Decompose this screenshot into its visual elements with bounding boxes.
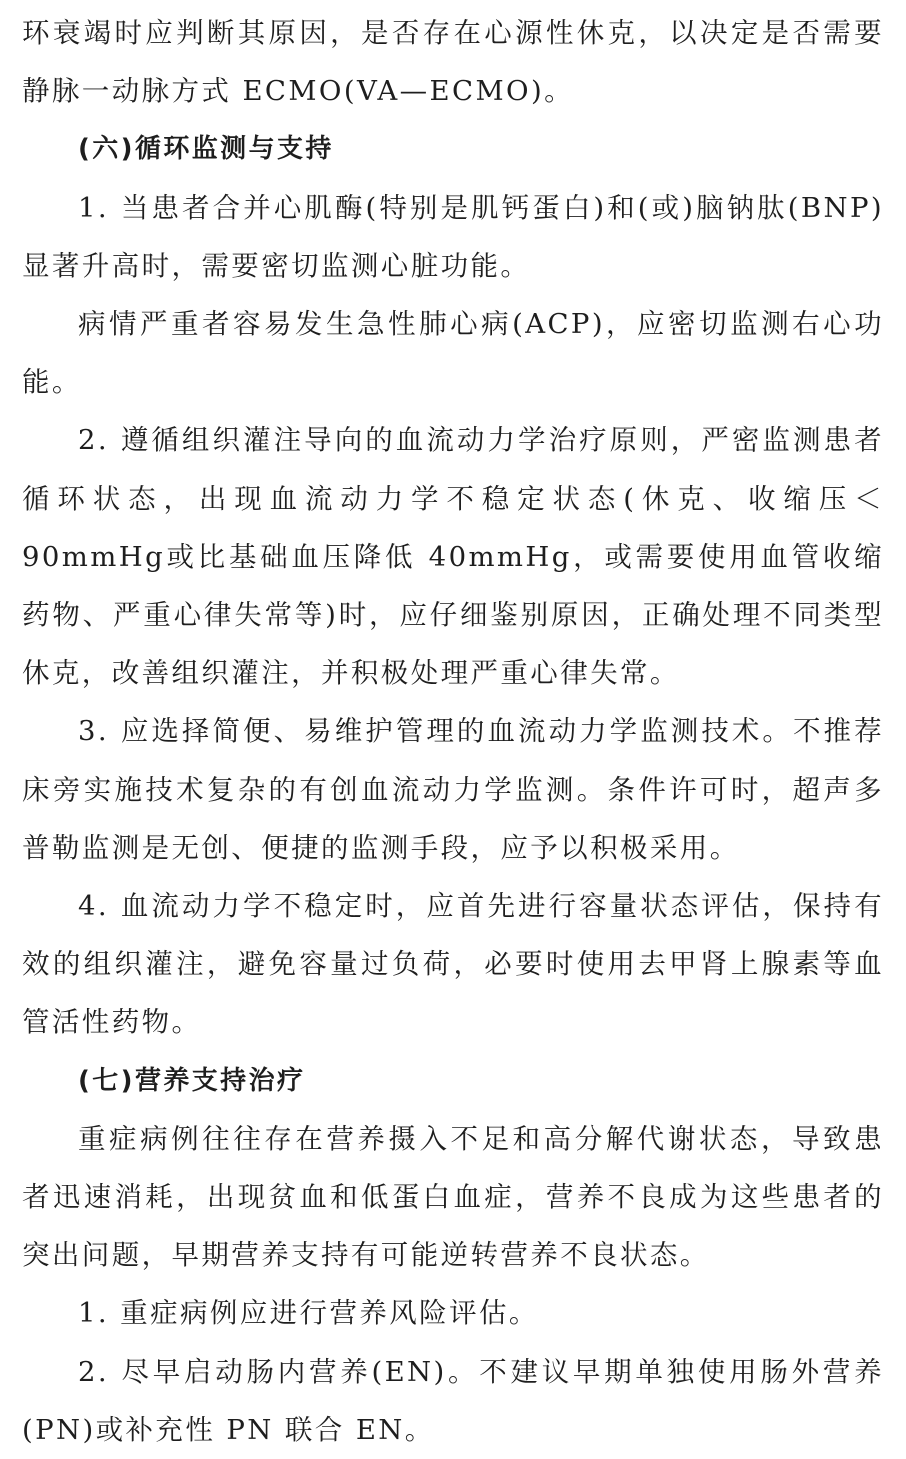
paragraph-item-6-1b: 病情严重者容易发生急性肺心病(ACP)，应密切监测右心功能。 — [22, 308, 884, 399]
paragraph-item-6-4: 4. 血流动力学不稳定时，应首先进行容量状态评估，保持有效的组织灌注，避免容量过负荷，必要时使用去甲肾上腺素等血管活性药物。 — [22, 890, 884, 1039]
paragraph-continued: 环衰竭时应判断其原因，是否存在心源性休克，以决定是否需要静脉一动脉方式 ECMO(VA—ECMO)。 — [22, 17, 884, 108]
section-heading-nutrition: (七)营养支持治疗 — [78, 1065, 306, 1096]
paragraph-item-6-2: 2. 遵循组织灌注导向的血流动力学治疗原则，严密监测患者循环状态，出现血流动力学不稳定状态(休克、收缩压＜90mmHg或比基础血压降低 40mmHg，或需要使用血管收缩药物、严重心律失常等)时，应仔细鉴别原因，正确处理不同类型休克，改善组织灌注，并积极处理严重心律失常。 — [22, 424, 884, 690]
paragraph-item-6-3: 3. 应选择简便、易维护管理的血流动力学监测技术。不推荐床旁实施技术复杂的有创血流动力学监测。条件许可时，超声多普勒监测是无创、便捷的监测手段，应予以积极采用。 — [22, 715, 884, 864]
section-heading-circulation: (六)循环监测与支持 — [78, 134, 334, 165]
paragraph-item-6-1: 1. 当患者合并心肌酶(特别是肌钙蛋白)和(或)脑钠肽(BNP)显著升高时，需要密切监测心脏功能。 — [22, 191, 884, 282]
paragraph-item-7-1: 1. 重症病例应进行营养风险评估。 — [78, 1297, 539, 1330]
paragraph-item-7-2: 2. 尽早启动肠内营养(EN)。不建议早期单独使用肠外营养(PN)或补充性 PN 联合 EN。 — [22, 1355, 884, 1446]
paragraph-nutrition-intro: 重症病例往往存在营养摄入不足和高分解代谢状态，导致患者迅速消耗，出现贫血和低蛋白血症，营养不良成为这些患者的突出问题，早期营养支持有可能逆转营养不良状态。 — [22, 1122, 884, 1272]
